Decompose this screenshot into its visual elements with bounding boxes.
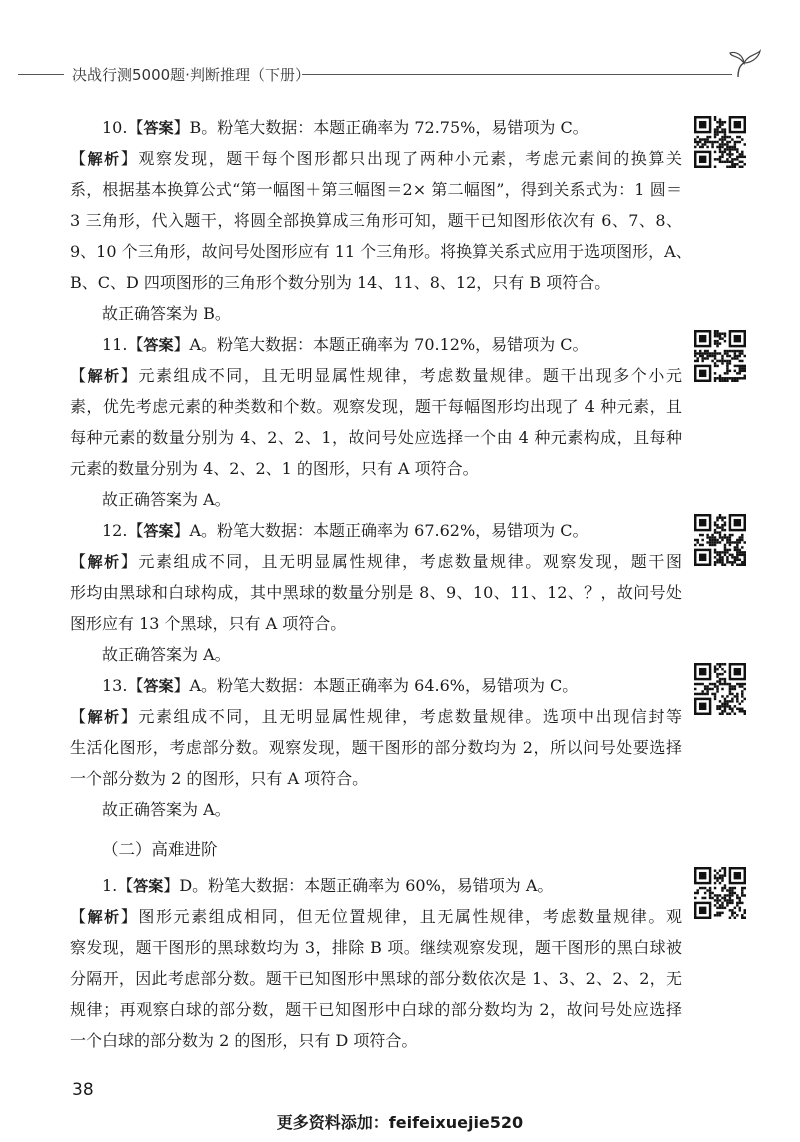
sprout-icon xyxy=(728,49,762,79)
answer-line-q13 xyxy=(102,676,578,696)
question-number: 1. xyxy=(102,876,118,895)
analysis-line: 一个部分数为 2 的图形，只有 A 项符合。 xyxy=(70,769,369,788)
analysis-line: 9、10 个三角形，故问号处图形应有 11 个三角形。将换算关系式应用于选项图形，A、 xyxy=(70,242,692,261)
qr-code-q11 xyxy=(694,330,746,382)
analysis-label: 解析 xyxy=(87,908,121,926)
qr-code-q12 xyxy=(694,514,746,566)
footer-note: 更多资料添加：feifeixuejie520 xyxy=(276,1113,524,1132)
bracket-close: 】 xyxy=(173,118,190,137)
analysis-line: 素，优先考虑元素的种类数和个数。观察发现，题干每幅图形均出现了 4 种元素，且 xyxy=(70,397,682,416)
analysis-line: 每种元素的数量分别为 4、2、2、1，故问号处应选择一个由 4 种元素构成，且每种 xyxy=(70,428,682,447)
analysis-label: 解析 xyxy=(87,367,121,385)
bracket-open: 【 xyxy=(70,907,88,926)
conclusion-line: 故正确答案为 A。 xyxy=(102,490,231,509)
analysis-text: 图形元素组成相同，但无位置规律，且无属性规律，考虑数量规律。观 xyxy=(138,907,682,926)
analysis-line: 一个白球的部分数为 2 的图形，只有 D 项符合。 xyxy=(70,1031,418,1050)
analysis-line: 系，根据基本换算公式“第一幅图＋第三幅图＝2× 第二幅图”，得到关系式为：1 圆＝ xyxy=(70,180,682,199)
analysis-text: 元素组成不同，且无明显属性规律，考虑数量规律。题干出现多个小元 xyxy=(138,366,682,385)
answer-text: D。粉笔大数据：本题正确率为 60%，易错项为 A。 xyxy=(179,876,554,895)
answer-line-q11 xyxy=(102,335,588,355)
answer-label: 答案 xyxy=(133,877,164,895)
bracket-close: 】 xyxy=(120,149,139,168)
analysis-line: 形均由黑球和白球构成，其中黑球的数量分别是 8、9、10、11、12、？，故问号处 xyxy=(70,583,682,602)
bracket-open: 【 xyxy=(70,149,88,168)
analysis-label: 解析 xyxy=(87,708,121,726)
bracket-open: 【 xyxy=(127,335,144,354)
conclusion-line: 故正确答案为 B。 xyxy=(102,304,231,323)
bracket-open: 【 xyxy=(127,521,144,540)
analysis-line xyxy=(70,907,682,927)
conclusion-line: 故正确答案为 A。 xyxy=(102,800,231,819)
question-number: 10. xyxy=(102,118,128,137)
header-rule-left xyxy=(18,74,64,75)
analysis-line: 规律；再观察白球的部分数，题干已知图形中白球的部分数均为 2，故问号处应选择 xyxy=(70,1000,682,1019)
analysis-line xyxy=(70,149,682,169)
answer-text: A。粉笔大数据：本题正确率为 70.12%，易错项为 C。 xyxy=(189,335,589,354)
analysis-line xyxy=(70,707,682,727)
analysis-text: 观察发现，题干每个图形都只出现了两种小元素，考虑元素间的换算关 xyxy=(138,149,682,168)
conclusion-line: 故正确答案为 A。 xyxy=(102,645,231,664)
analysis-line xyxy=(70,366,682,386)
analysis-line: 生活化图形，考虑部分数。观察发现，题干图形的部分数均为 2，所以问号处要选择 xyxy=(70,738,682,757)
answer-label: 答案 xyxy=(143,677,174,695)
header-rule-right xyxy=(302,74,732,75)
bracket-close: 】 xyxy=(120,552,139,571)
bracket-open: 【 xyxy=(70,366,88,385)
analysis-text: 元素组成不同，且无明显属性规律，考虑数量规律。观察发现，题干图 xyxy=(138,552,682,571)
answer-label: 答案 xyxy=(143,336,174,354)
analysis-line: 3 三角形，代入题干，将圆全部换算成三角形可知，题干已知图形依次有 6、7、8、 xyxy=(70,211,682,230)
answer-line-q12 xyxy=(102,521,588,541)
answer-line-adv1 xyxy=(102,876,553,896)
bracket-open: 【 xyxy=(70,707,88,726)
bracket-close: 】 xyxy=(120,907,139,926)
bracket-open: 【 xyxy=(127,676,144,695)
answer-line-q10 xyxy=(102,118,589,138)
section-heading: （二）高难进阶 xyxy=(102,840,218,859)
bracket-close: 】 xyxy=(120,366,139,385)
bracket-close: 】 xyxy=(173,676,190,695)
question-number: 11. xyxy=(102,335,128,354)
question-number: 13. xyxy=(102,676,128,695)
answer-label: 答案 xyxy=(143,522,174,540)
qr-code-q13 xyxy=(694,663,746,715)
analysis-line: 分隔开，因此考虑部分数。题干已知图形中黑球的部分数依次是 1、3、2、2、2，无 xyxy=(70,969,682,988)
page-number: 38 xyxy=(72,1080,94,1100)
analysis-label: 解析 xyxy=(87,150,121,168)
analysis-line: 图形应有 13 个黑球，只有 A 项符合。 xyxy=(70,614,347,633)
qr-code-q10 xyxy=(694,116,746,168)
bracket-close: 】 xyxy=(173,335,190,354)
analysis-line xyxy=(70,552,682,572)
analysis-text: 元素组成不同，且无明显属性规律，考虑数量规律。选项中出现信封等 xyxy=(138,707,682,726)
answer-label: 答案 xyxy=(143,119,174,137)
bracket-close: 】 xyxy=(173,521,190,540)
bracket-close: 】 xyxy=(120,707,139,726)
question-number: 12. xyxy=(102,521,128,540)
analysis-label: 解析 xyxy=(87,553,121,571)
answer-text: A。粉笔大数据：本题正确率为 67.62%，易错项为 C。 xyxy=(189,521,589,540)
bracket-open: 【 xyxy=(127,118,144,137)
analysis-line: 元素的数量分别为 4、2、2、1 的图形，只有 A 项符合。 xyxy=(70,459,479,478)
analysis-line: 察发现，题干图形的黑球数均为 3，排除 B 项。继续观察发现，题干图形的黑白球被 xyxy=(70,938,682,957)
analysis-line: B、C、D 四项图形的三角形个数分别为 14、11、8、12，只有 B 项符合。 xyxy=(70,273,611,292)
running-header xyxy=(0,63,800,87)
header-title: 决战行测5000题·判断推理（下册） xyxy=(72,66,310,84)
bracket-open: 【 xyxy=(117,876,134,895)
bracket-close: 】 xyxy=(163,876,180,895)
answer-text: B。粉笔大数据：本题正确率为 72.75%，易错项为 C。 xyxy=(189,118,589,137)
bracket-open: 【 xyxy=(70,552,88,571)
qr-code-adv1 xyxy=(694,867,746,919)
answer-text: A。粉笔大数据：本题正确率为 64.6%，易错项为 C。 xyxy=(189,676,579,695)
